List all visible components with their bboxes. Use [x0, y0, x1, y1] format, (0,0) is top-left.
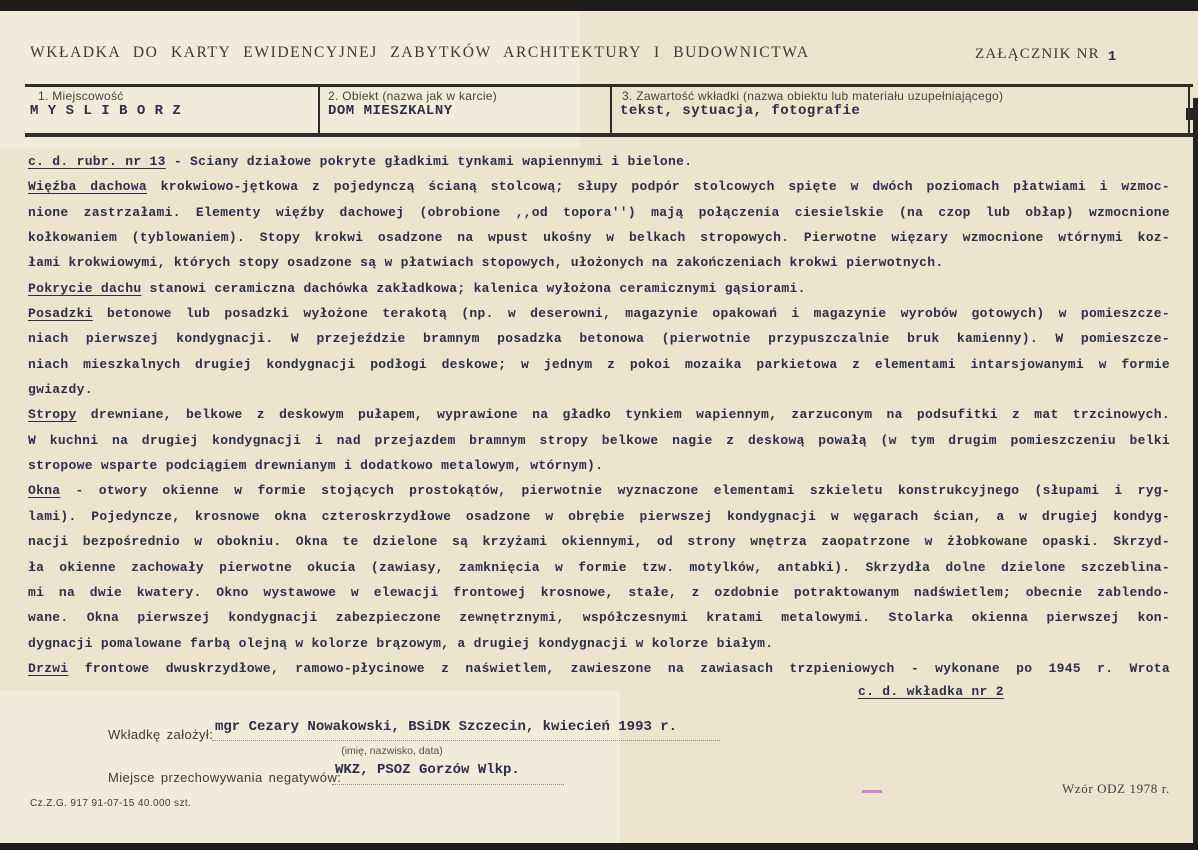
scan-edge-top	[0, 0, 1198, 11]
scan-edge-bottom	[0, 843, 1198, 850]
scan-light-patch-bottom	[0, 690, 620, 843]
cell-locality-value: M Y S L I B O R Z	[30, 103, 182, 119]
table-divider-1	[318, 84, 320, 137]
underlined-term: Posadzki	[28, 306, 93, 322]
cell-object-label: 2. Obiekt (nazwa jak w karcie)	[328, 89, 498, 103]
underlined-term: Drzwi	[28, 660, 69, 676]
filled-by-caption: (imię, nazwisko, data)	[341, 745, 443, 757]
body-line: nacji bezpośrednio w obokniu. Okna te dzielone są krzyżami okiennymi, od strony wnętrza zaopatrzone w żłobkowane opaski. Skrzyd-	[28, 534, 1170, 550]
cell-contents-value: tekst, sytuacja, fotografie	[620, 103, 861, 119]
underlined-term: Stropy	[28, 407, 77, 423]
body-line: mi na dwie kwatery. Okno wystawowe w elewacji frontowej krosnowe, stałe, z ozdobnie potraktowanym nadświetlem; obecnie zablendo-	[28, 584, 1170, 600]
underlined-term: c. d. rubr. nr 13	[28, 154, 166, 169]
body-line: niach pierwszej kondygnacji. W przejeździe bramnym posadzka betonowa (pierwotnie przypuszczalnie bruk kamienny). W pomieszcze-	[28, 331, 1170, 347]
body-text	[28, 149, 1170, 681]
pink-pen-mark	[862, 790, 882, 793]
body-line: Drzwi frontowe dwuskrzydłowe, ramowo-płycinowe z naświetlem, zawieszone na zawiasach trzpieniowych - wykonane po 1945 r. Wrota	[28, 660, 1170, 676]
dotted-line-negatives	[332, 784, 564, 785]
table-divider-right	[1188, 84, 1190, 137]
table-border-bottom	[25, 133, 1193, 137]
table-border-top	[25, 84, 1193, 87]
cell-object-value: DOM MIESZKALNY	[328, 103, 453, 119]
attachment-line	[975, 46, 1118, 65]
negatives-label: Miejsce przechowywania negatywów:	[108, 770, 342, 785]
body-line: lami). Pojedyncze, krosnowe okna czteroskrzydłowe osadzone w obrębie pierwszej kondygnacji w węgarach ścian, a w drugiej kondyg-	[28, 508, 1170, 524]
continuation-note: c. d. wkładka nr 2	[858, 684, 1004, 699]
cell-contents-label: 3. Zawartość wkładki (nazwa obiektu lub materiału uzupełniającego)	[622, 89, 1004, 103]
body-line: stropowe wsparte podciągiem drewnianym i dodatkowo metalowym, wtórnym).	[28, 458, 604, 474]
form-model: Wzór ODZ 1978 r.	[1062, 781, 1170, 796]
body-line: ła okienne zachowały pierwotne okucia (zawiasy, zamknięcia w formie tzw. motylków, antabki). Skrzydła dolne dzielone szczeblina-	[28, 559, 1170, 575]
negatives-value: WKZ, PSOZ Gorzów Wlkp.	[335, 762, 520, 778]
body-line: kołkowaniem (tyblowaniem). Stopy krokwi osadzone na wpust ukośny w belkach stropowych. Pierwotne więzary wzmocnione wtórnymi koz-	[28, 230, 1170, 246]
body-line: Pokrycie dachu stanowi ceramiczna dachówka zakładkowa; kalenica wyłożona ceramicznymi gąsiorami.	[28, 280, 806, 296]
attachment-number: 1	[1107, 49, 1118, 65]
scan-edge-right	[1193, 98, 1198, 843]
print-info: Cz.Z.G. 917 91-07-15 40.000 szt.	[30, 798, 192, 809]
body-line: niach mieszkalnych drugiej kondygnacji podłogi deskowe; w jednym z pokoi mozaika parkietowa z elementami intarsjowanymi w formie	[28, 356, 1170, 372]
body-line: łami krokwiowymi, których stopy osadzone są w płatwiach stopowych, ułożonych na zakończeniach krokwi pierwotnych.	[28, 255, 944, 271]
filled-by-value: mgr Cezary Nowakowski, BSiDK Szczecin, kwiecień 1993 r.	[215, 719, 678, 735]
body-line: nione zastrzałami. Elementy więźby dachowej (obrobione ,,od topora'') mają połączenia ciesielskie (na czop lub obłap) wzmocnione	[28, 204, 1170, 220]
body-line: Okna - otwory okienne w formie stojących prostokątów, pierwotnie wyznaczone elementami szkieletu konstrukcyjnego (słupami i ryg-	[28, 483, 1170, 499]
table-divider-2	[610, 84, 612, 137]
body-line: W kuchni na drugiej kondygnacji i nad przejazdem bramnym stropy belkowe nagie z deskową powałą (w tym drugim pomieszczeniu belki	[28, 432, 1170, 448]
underlined-term: Więźba dachowa	[28, 179, 147, 195]
body-line: c. d. rubr. nr 13 - Sciany działowe pokryte gładkimi tynkami wapiennymi i bielone.	[28, 154, 693, 169]
body-line: Więźba dachowa krokwiowo-jętkowa z pojedynczą ścianą stolcową; słupy podpór stolcowych spięte w dwóch poziomach płatwiami i wzmoc-	[28, 179, 1171, 195]
underlined-term: Pokrycie dachu	[28, 280, 142, 296]
scan-light-patch-top	[0, 11, 580, 148]
attachment-label: ZAŁĄCZNIK NR	[975, 46, 1100, 62]
cell-locality-label: 1. Miejscowość	[38, 89, 124, 103]
form-title: WKŁADKA DO KARTY EWIDENCYJNEJ ZABYTKÓW ARCHITEKTURY I BUDOWNICTWA	[30, 44, 810, 61]
body-line: Posadzki betonowe lub posadzki wyłożone terakotą (np. w deserowni, magazynie opakowań i magazynie wyrobów gotowych) w pomieszcze-	[28, 306, 1170, 322]
body-line: Stropy drewniane, belkowe z deskowym pułapem, wyprawione na gładko tynkiem wapiennym, zarzuconym na podsufitki z mat trzcinowych.	[28, 407, 1170, 423]
underlined-term: Okna	[28, 483, 61, 499]
body-line: gwiazdy.	[28, 382, 93, 398]
body-line: dygnacji pomalowane farbą olejną w kolorze brązowym, a drugiej kondygnacji w kolorze białym.	[28, 635, 774, 651]
dotted-line-filled-by	[212, 740, 720, 741]
filled-by-label: Wkładkę założył:	[108, 727, 214, 742]
body-line: wane. Okna pierwszej kondygnacji zabezpieczone zewnętrznymi, współczesnymi kratami metalowymi. Stolarka okienna pierwszej kon-	[28, 610, 1170, 626]
